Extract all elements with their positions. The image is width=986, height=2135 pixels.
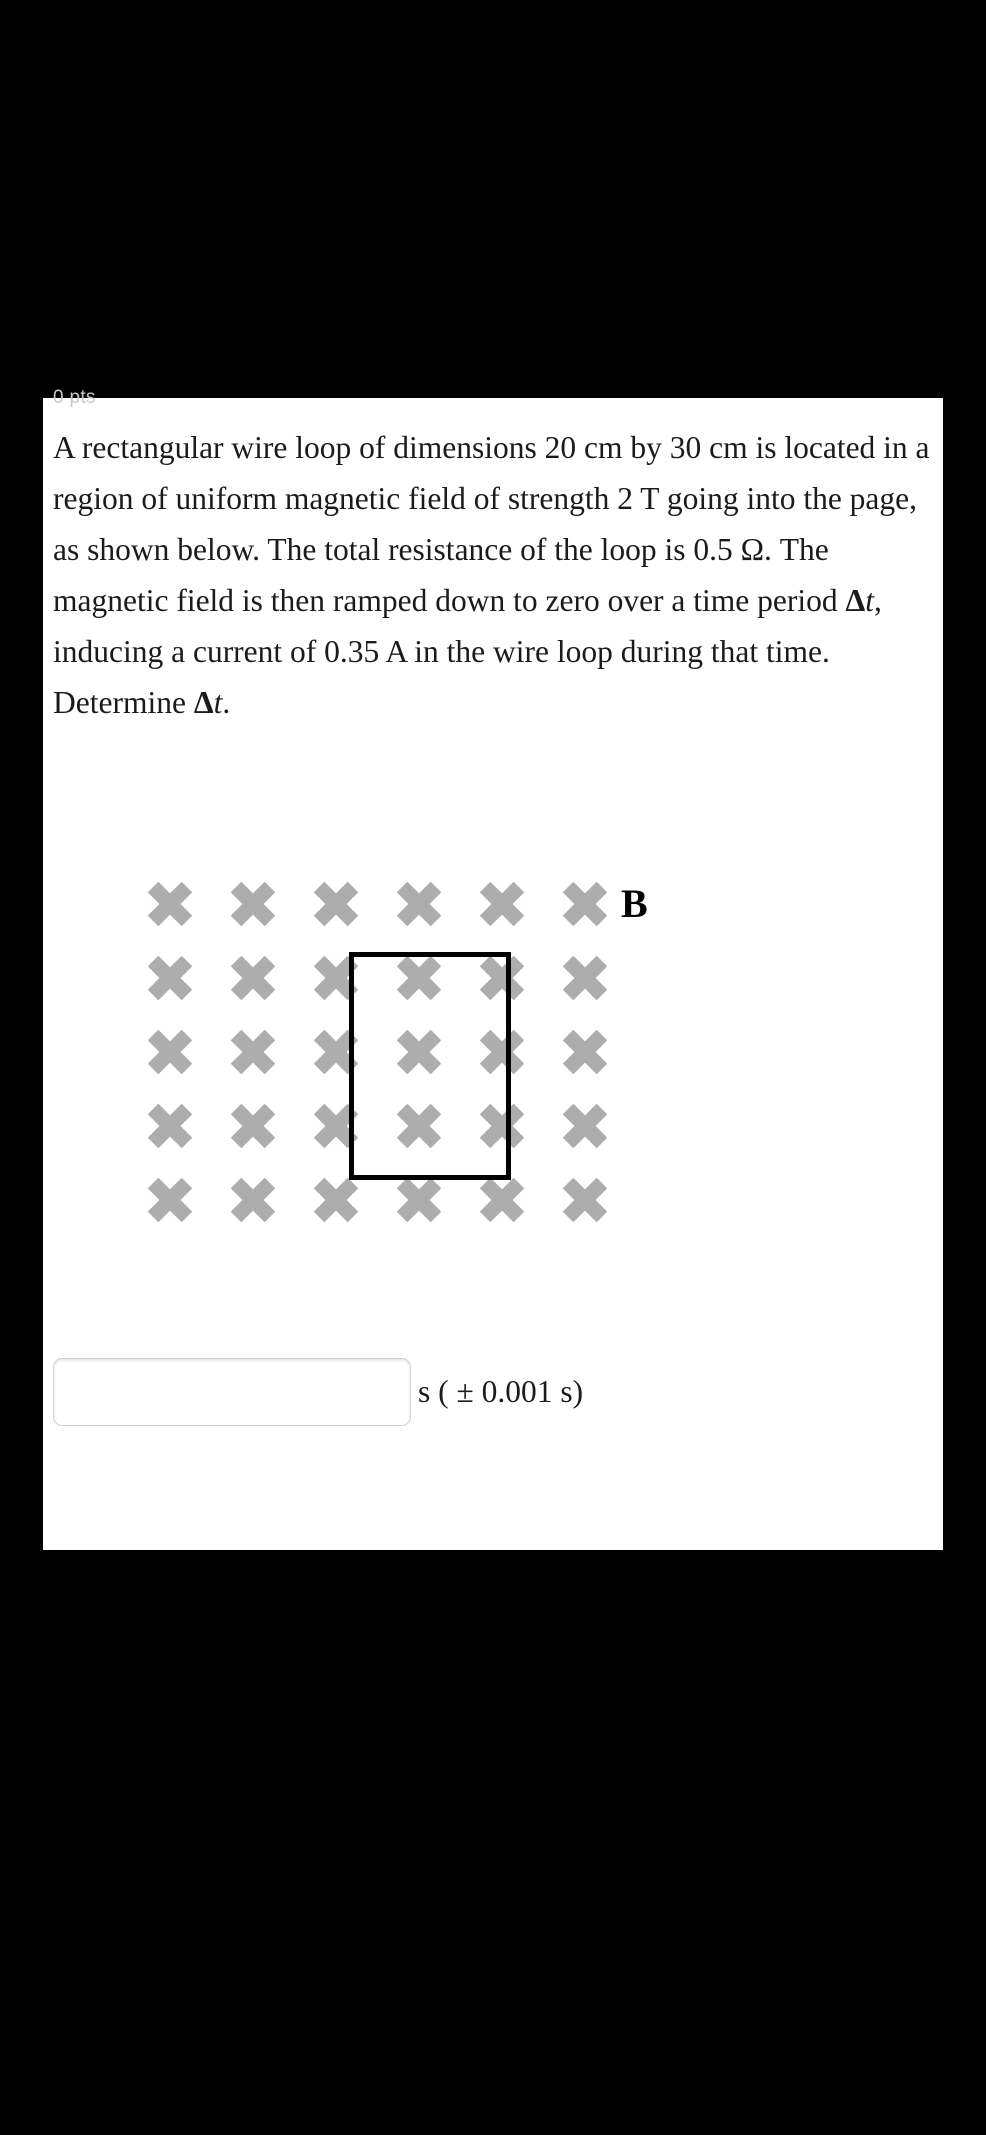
field-cross-into-page-icon: [148, 956, 192, 1000]
question-text-segment: A rectangular wire loop of dimensions 20 cm by 30 cm is located in a region of uniform magnetic field of strength 2 T going into the page, as shown below. The total resistance of the loop is 0.5 Ω. The magnetic field is then ramped down to zero over a time period: [53, 430, 930, 618]
magnetic-field-diagram: [138, 870, 838, 1330]
field-cross-into-page-icon: [231, 882, 275, 926]
field-cross-into-page-icon: [480, 882, 524, 926]
question-text-segment: .: [222, 685, 231, 720]
field-cross-into-page-icon: [148, 1104, 192, 1148]
answer-unit-label: s ( ± 0.001 s): [418, 1374, 584, 1409]
question-card: [43, 387, 943, 1550]
points-meta-label: 0 pts: [53, 387, 96, 408]
field-cross-into-page-icon: [231, 1030, 275, 1074]
answer-row: [53, 1358, 583, 1426]
question-body: [53, 422, 937, 728]
field-cross-into-page-icon: [563, 1178, 607, 1222]
field-cross-into-page-icon: [148, 1178, 192, 1222]
question-text-segment: t: [865, 583, 874, 618]
question-text-segment: Δ: [845, 583, 866, 618]
question-text-segment: t: [213, 685, 223, 720]
field-cross-into-page-icon: [480, 1178, 524, 1222]
field-cross-into-page-icon: [314, 882, 358, 926]
field-cross-into-page-icon: [148, 882, 192, 926]
field-cross-into-page-icon: [148, 1030, 192, 1074]
field-cross-into-page-icon: [397, 882, 441, 926]
field-cross-into-page-icon: [231, 1104, 275, 1148]
field-cross-into-page-icon: [314, 1178, 358, 1222]
question-text-segment: , inducing a current of 0.35 A in the wire loop during that time. Determine: [53, 583, 882, 720]
question-prompt-text: [53, 422, 937, 728]
wire-loop-rectangle: [349, 952, 511, 1180]
field-cross-into-page-icon: [563, 1030, 607, 1074]
field-cross-into-page-icon: [563, 882, 607, 926]
field-label-b: B: [621, 881, 648, 926]
field-cross-into-page-icon: [397, 1178, 441, 1222]
question-text-segment: Δ: [193, 685, 214, 720]
field-cross-into-page-icon: [563, 1104, 607, 1148]
answer-input[interactable]: [53, 1358, 411, 1426]
field-cross-into-page-icon: [231, 956, 275, 1000]
field-cross-into-page-icon: [563, 956, 607, 1000]
field-cross-into-page-icon: [231, 1178, 275, 1222]
